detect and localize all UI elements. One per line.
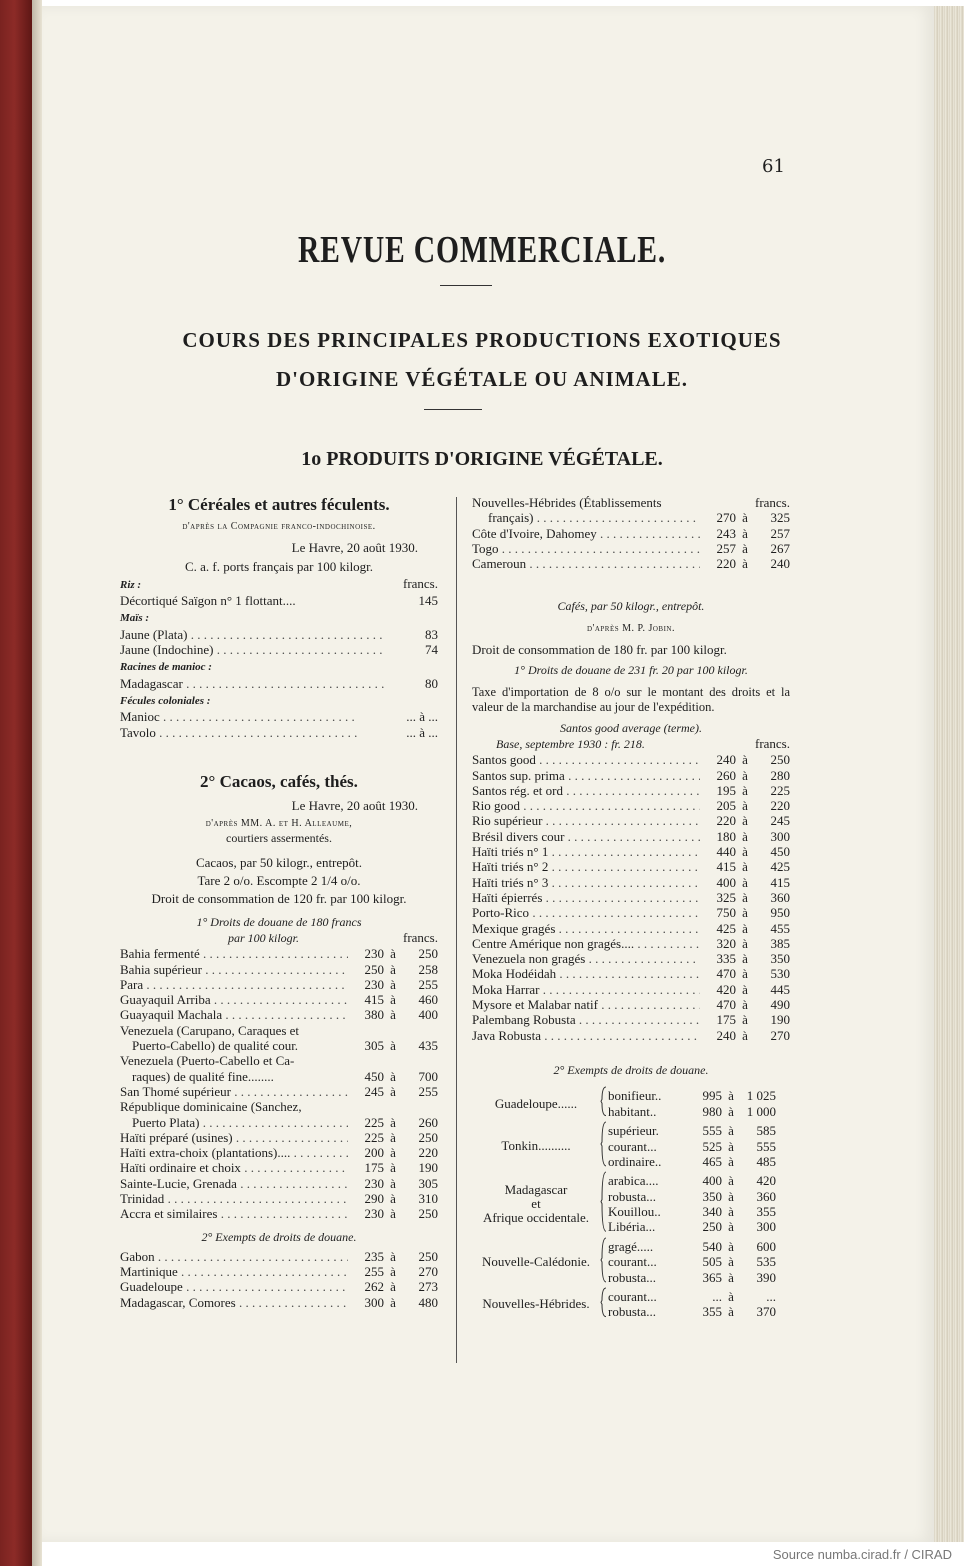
- table-row: Haïti épierrés . . . 325 à 360: [472, 890, 790, 905]
- riz-label: Riz :: [120, 578, 142, 591]
- table-row: habitant.. 980 à 1 000: [608, 1103, 776, 1119]
- table-row: Rio good . . . 205 à 220: [472, 798, 790, 813]
- exempt-group: [472, 1121, 790, 1171]
- cacao-exempt-list: [120, 1249, 438, 1310]
- cereales-terms: C. a. f. ports français par 100 kilogr.: [184, 558, 374, 574]
- table-row: Martinique . . . 255 à 270: [120, 1264, 438, 1279]
- subtitle-line-2: D'ORIGINE VÉGÉTALE OU ANIMALE.: [276, 367, 688, 391]
- right-price-list: [472, 526, 790, 572]
- group-name: Nouvelles-Hébrides.: [482, 1296, 590, 1312]
- table-row: Palembang Robusta . . . 175 à 190: [472, 1012, 790, 1027]
- cacao-price-list: [120, 946, 438, 1022]
- table-row: courant... 505 à 535: [608, 1254, 776, 1270]
- brace-icon: [600, 1287, 608, 1318]
- base-row: Base, septembre 1930 : fr. 218. francs.: [496, 735, 790, 751]
- page-title: REVUE COMMERCIALE.: [297, 229, 667, 271]
- cereales-heading: 1° Céréales et autres féculents.: [168, 495, 390, 514]
- venezuela-row-1: Venezuela (Carupano, Caraques et Puerto-Cabello) de qualité cour. 305 à 435: [120, 1022, 438, 1054]
- table-row: Haïti triés n° 2 . . . 415 à 425: [472, 859, 790, 874]
- cafes-droit: Droit de consommation de 180 fr. par 100 kilogr.: [472, 642, 727, 658]
- cacaos-exempts-heading: 2° Exempts de droits de douane.: [201, 1229, 357, 1244]
- column-divider: [456, 497, 457, 1363]
- table-row: courant... 525 à 555: [608, 1138, 776, 1154]
- table-row: Madagascar . . . 80: [120, 676, 438, 691]
- table-row: Santos rég. et ord . . . 195 à 225: [472, 783, 790, 798]
- table-row: Para . . . 230 à 255: [120, 977, 438, 992]
- section-heading: 1o PRODUITS D'ORIGINE VÉGÉTALE.: [301, 448, 663, 470]
- table-row: San Thomé supérieur . . . 245 à 255: [120, 1084, 438, 1099]
- table-row: Togo . . . 257 à 267: [472, 541, 790, 556]
- cacaos-terms-2: Tare 2 o/o. Escompte 2 1/4 o/o.: [197, 873, 361, 889]
- table-row: Décortiqué Saïgon n° 1 flottant.... 145: [120, 593, 438, 609]
- page-edges: [934, 6, 964, 1542]
- taxe-note: Taxe d'importation de 8 o/o sur le montant des droits et la valeur de la marchandise au jour de l'expédition.: [472, 684, 790, 714]
- manioc-label: Racines de manioc :: [120, 661, 212, 674]
- table-row: Centre Amérique non gragés.... . . . 320 à 385: [472, 936, 790, 951]
- exempt-group: [472, 1171, 790, 1236]
- table-row: courant... ... à ...: [608, 1289, 776, 1305]
- group-name: Tonkin..........: [501, 1138, 571, 1154]
- cereales-source: d'après la Compagnie franco-indochinoise.: [182, 521, 376, 532]
- cacao-price-list-2: [120, 1084, 438, 1099]
- cacaos-duty-1: 1° Droits de douane de 180 francs: [196, 914, 362, 929]
- nh-row-line-1: Nouvelles-Hébrides (Établissements francs.: [472, 495, 790, 510]
- subtitle-line-1: COURS DES PRINCIPALES PRODUCTIONS EXOTIQUES: [182, 328, 782, 352]
- table-row: Côte d'Ivoire, Dahomey . . . 243 à 257: [472, 526, 790, 541]
- table-row: Moka Hodéidah . . . 470 à 530: [472, 966, 790, 981]
- table-row: Haïti triés n° 3 . . . 400 à 415: [472, 875, 790, 890]
- subtitle-rule: [424, 409, 482, 410]
- cacaos-unit: francs.: [402, 929, 438, 945]
- exempt-group: [472, 1086, 790, 1121]
- table-row: Kouillou.. 340 à 355: [608, 1204, 776, 1220]
- table-row: ordinaire.. 465 à 485: [608, 1153, 776, 1169]
- cafes-source: d'après M. P. Jobin.: [587, 622, 675, 634]
- table-row: gragé..... 540 à 600: [608, 1238, 776, 1254]
- republique-row: République dominicaine (Sanchez, Puerto Plata) . . . 225 à 260: [120, 1099, 438, 1130]
- cafes-unit: francs.: [754, 735, 790, 751]
- table-row: Haïti extra-choix (plantations).... . . . 200 à 220: [120, 1145, 438, 1160]
- cafes-exempts-heading: 2° Exempts de droits de douane.: [553, 1062, 709, 1077]
- cacaos-date: Le Havre, 20 août 1930.: [291, 797, 418, 813]
- cacaos-source-1: d'après MM. A. et H. Alleaume,: [205, 818, 353, 830]
- table-row: Rio supérieur . . . 220 à 245: [472, 813, 790, 828]
- table-row: Haïti ordinaire et choix . . . 175 à 190: [120, 1160, 438, 1175]
- cafes-duty: 1° Droits de douane de 231 fr. 20 par 100 kilogr.: [514, 663, 748, 678]
- brace-icon: [600, 1086, 608, 1117]
- table-row: Madagascar, Comores . . . 300 à 480: [120, 1295, 438, 1310]
- right-column: [472, 495, 790, 1322]
- table-row: arabica.... 400 à 420: [608, 1173, 776, 1189]
- cacaos-terms-3: Droit de consommation de 120 fr. par 100 kilogr.: [151, 891, 407, 907]
- venezuela-row-2: Venezuela (Puerto-Cabello et Ca- raques) de qualité fine........ 450 à 700: [120, 1053, 438, 1084]
- table-row: Guayaquil Arriba . . . 415 à 460: [120, 992, 438, 1007]
- mais-label: Maïs :: [120, 612, 150, 625]
- cereales-unit: francs.: [402, 575, 438, 591]
- cacaos-terms-1: Cacaos, par 50 kilogr., entrepôt.: [195, 854, 363, 870]
- table-row: Haïti préparé (usines) . . . 225 à 250: [120, 1130, 438, 1145]
- title-rule: [440, 285, 492, 286]
- riz-label-row: [120, 576, 438, 593]
- cacaos-source-2: courtiers assermentés.: [226, 831, 332, 846]
- table-row: Tavolo . . . ... à ...: [120, 725, 438, 740]
- exempt-group: [472, 1237, 790, 1287]
- left-column: [120, 495, 438, 1310]
- nh-row-line-2: français) . . . 270 à 325: [472, 510, 790, 525]
- exempt-group: [472, 1287, 790, 1322]
- table-row: Haïti triés n° 1 . . . 440 à 450: [472, 844, 790, 859]
- table-row: Brésil divers cour . . . 180 à 300: [472, 829, 790, 844]
- brace-icon: [600, 1171, 608, 1232]
- group-name: Madagascar et Afrique occidentale.: [482, 1182, 590, 1226]
- book-binding: [0, 0, 32, 1566]
- table-row: Guayaquil Machala . . . 380 à 400: [120, 1007, 438, 1022]
- source-credit: Source numba.cirad.fr / CIRAD: [772, 1547, 952, 1562]
- table-row: Manioc . . . ... à ...: [120, 709, 438, 724]
- table-row: Santos sup. prima . . . 260 à 280: [472, 768, 790, 783]
- table-row: Sainte-Lucie, Grenada . . . 230 à 305: [120, 1176, 438, 1191]
- group-name: Nouvelle-Calédonie.: [482, 1253, 590, 1269]
- table-row: Venezuela non gragés . . . 335 à 350: [472, 951, 790, 966]
- cacaos-heading: 2° Cacaos, cafés, thés.: [200, 771, 358, 791]
- fecules-label: Fécules coloniales :: [120, 694, 211, 707]
- cafes-terms: Cafés, par 50 kilogr., entrepôt.: [557, 599, 705, 614]
- brace-icon: [600, 1121, 608, 1167]
- table-row: Gabon . . . 235 à 250: [120, 1249, 438, 1264]
- cacaos-duty-row: par 100 kilogr. francs.: [228, 929, 438, 945]
- table-row: Jaune (Plata) . . . 83: [120, 627, 438, 642]
- table-row: Accra et similaires . . . 230 à 250: [120, 1206, 438, 1221]
- table-row: Jaune (Indochine) . . . 74: [120, 642, 438, 657]
- table-row: supérieur. 555 à 585: [608, 1123, 776, 1139]
- table-row: Santos good . . . 240 à 250: [472, 752, 790, 767]
- table-row: Guadeloupe . . . 262 à 273: [120, 1279, 438, 1294]
- table-row: Porto-Rico . . . 750 à 950: [472, 905, 790, 920]
- table-row: Mysore et Malabar natif . . . 470 à 490: [472, 997, 790, 1012]
- santos-label: Santos good average (terme).: [560, 720, 702, 735]
- table-row: Java Robusta . . . 240 à 270: [472, 1028, 790, 1043]
- table-row: Bahia fermenté . . . 230 à 250: [120, 946, 438, 961]
- table-row: Trinidad . . . 290 à 310: [120, 1191, 438, 1206]
- exempt-groups: [472, 1086, 790, 1322]
- table-row: Bahia supérieur . . . 250 à 258: [120, 962, 438, 977]
- table-row: bonifieur.. 995 à 1 025: [608, 1088, 776, 1104]
- table-row: Mexique gragés . . . 425 à 455: [472, 921, 790, 936]
- cereales-date: Le Havre, 20 août 1930.: [291, 540, 418, 556]
- brace-icon: [600, 1237, 608, 1283]
- group-name: Guadeloupe......: [494, 1095, 578, 1111]
- table-row: Moka Harrar . . . 420 à 445: [472, 982, 790, 997]
- table-row: robusta... 355 à 370: [608, 1304, 776, 1320]
- table-row: robusta... 350 à 360: [608, 1188, 776, 1204]
- cafe-price-list: [472, 752, 790, 1043]
- page-number: 61: [762, 156, 785, 177]
- table-row: Cameroun . . . 220 à 240: [472, 556, 790, 571]
- cacao-price-list-3: [120, 1130, 438, 1222]
- table-row: Libéria... 250 à 300: [608, 1219, 776, 1235]
- page-gutter: [32, 0, 42, 1566]
- table-row: robusta... 365 à 390: [608, 1269, 776, 1285]
